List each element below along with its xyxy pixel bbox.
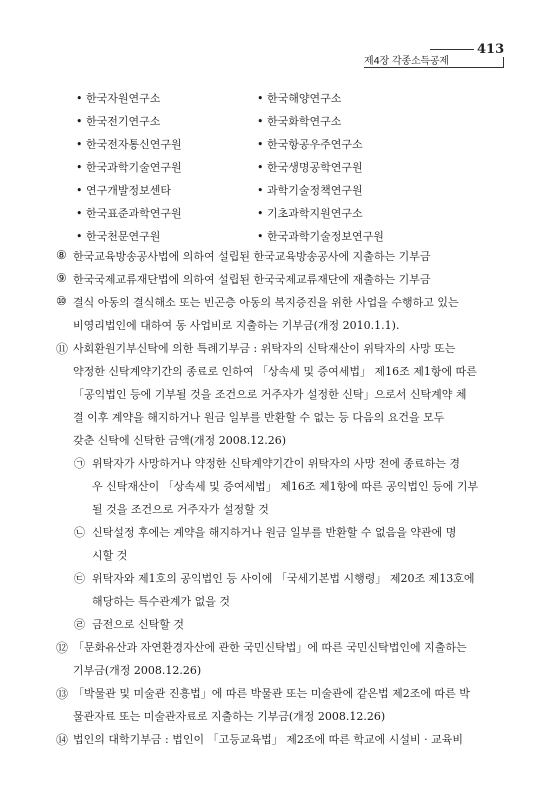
institution-item: • 한국해양연구소 (257, 92, 342, 105)
clause-line: 「박물관 및 미술관 진흥법」에 따른 박물관 또는 미술관에 같은법 제2조에 따른 박 (73, 687, 470, 700)
institution-item: • 한국과학기술연구원 (76, 161, 182, 174)
institution-item: • 한국천문연구원 (76, 230, 161, 243)
clause-line: 「문화유산과 자연환경자산에 관한 국민신탁법」에 따른 국민신탁법인에 지출하는 (73, 641, 467, 654)
institution-item: • 한국항공우주연구소 (257, 138, 363, 151)
institution-item: • 연구개발정보센타 (76, 184, 172, 197)
clause-number: ⑧ (56, 248, 67, 262)
page-number: 413 (477, 42, 505, 57)
clause-line: 법인의 대학기부금 : 법인이 「고등교육법」 제2조에 따른 학교에 시설비 · 교육비 (73, 733, 463, 746)
clause-line: 사회환원기부신탁에 의한 특례기부금 : 위탁자의 신탁재산이 위탁자의 사망 또는 (73, 342, 456, 355)
institution-item: • 한국화학연구소 (257, 115, 342, 128)
clause-line: 한국국제교류재단법에 의하여 설립된 한국국제교류재단에 재출하는 기부금 (73, 273, 431, 286)
subclause-line: 시할 것 (92, 549, 128, 562)
clause-line: 결 이후 계약을 해지하거나 원금 일부를 반환할 수 없는 등 다음의 요건을 모두 (73, 411, 445, 424)
clause-line: 한국교육방송공사법에 의하여 설립된 한국교육방송공사에 지출하는 기부금 (73, 250, 431, 263)
subclause-mark: ㉡ (74, 526, 85, 539)
clause-number: ⑭ (56, 733, 69, 747)
subclause-line: 위탁자가 사망하거나 약정한 신탁계약기간이 위탁자의 사망 전에 종료하는 경 (92, 457, 461, 470)
subclause-mark: ㉣ (74, 618, 85, 631)
institution-item: • 과학기술정책연구원 (257, 184, 363, 197)
clause-line: 갖춘 신탁에 신탁한 금액(개정 2008.12.26) (73, 434, 287, 447)
clause-number: ⑬ (56, 687, 69, 701)
clause-line: 약정한 신탁계약기간의 종료로 인하여 「상속세 및 증여세법」 제16조 제1항에 따른 (73, 365, 477, 378)
institution-item: • 한국자원연구소 (76, 92, 161, 105)
institution-item: • 한국전자통신연구원 (76, 138, 182, 151)
clause-line: 비영리법인에 대하여 동 사업비로 지출하는 기부금(개정 2010.1.1). (73, 319, 400, 332)
subclause-mark: ㉢ (74, 572, 85, 585)
clause-number: ⑪ (56, 342, 69, 356)
institution-item: • 한국전기연구소 (76, 115, 161, 128)
subclause-line: 해당하는 특수관계가 없을 것 (92, 595, 231, 608)
subclause-line: 될 것을 조건으로 거주자가 설정할 것 (92, 503, 269, 516)
clause-line: 기부금(개정 2008.12.26) (73, 664, 202, 677)
subclause-mark: ㉠ (74, 457, 85, 470)
subclause-line: 금전으로 신탁할 것 (92, 618, 185, 631)
institution-item: • 한국생명공학연구원 (257, 161, 363, 174)
institution-item: • 한국표준과학연구원 (76, 207, 182, 220)
subclause-line: 위탁자와 제1호의 공익법인 등 사이에 「국세기본법 시행령」 제20조 제13호에 (92, 572, 475, 585)
clause-number: ⑫ (56, 641, 69, 655)
clause-line: 결식 아동의 결식해소 또는 빈곤층 아동의 복지증진을 위한 사업을 수행하고 있는 (73, 296, 459, 309)
institution-item: • 기초과학지원연구소 (257, 207, 363, 220)
clause-number: ⑩ (56, 294, 67, 308)
chapter-title: 제4장 각종소득공제 (364, 56, 449, 67)
clause-line: 「공익법인 등에 기부될 것을 조건으로 거주자가 설정한 신탁」으로서 신탁계약 체 (73, 388, 467, 401)
subclause-line: 우 신탁재산이 「상속세 및 증여세법」 제16조 제1항에 따른 공익법인 등에 기부 (92, 480, 479, 493)
clause-number: ⑨ (56, 271, 67, 285)
institution-item: • 한국과학기술정보연구원 (257, 230, 384, 243)
clause-line: 물관자료 또는 미술관자료로 지출하는 기부금(개정 2008.12.26) (73, 710, 386, 723)
subclause-line: 신탁설정 후에는 계약을 해지하거나 원금 일부를 반환할 수 없음을 약관에 명 (92, 526, 457, 539)
